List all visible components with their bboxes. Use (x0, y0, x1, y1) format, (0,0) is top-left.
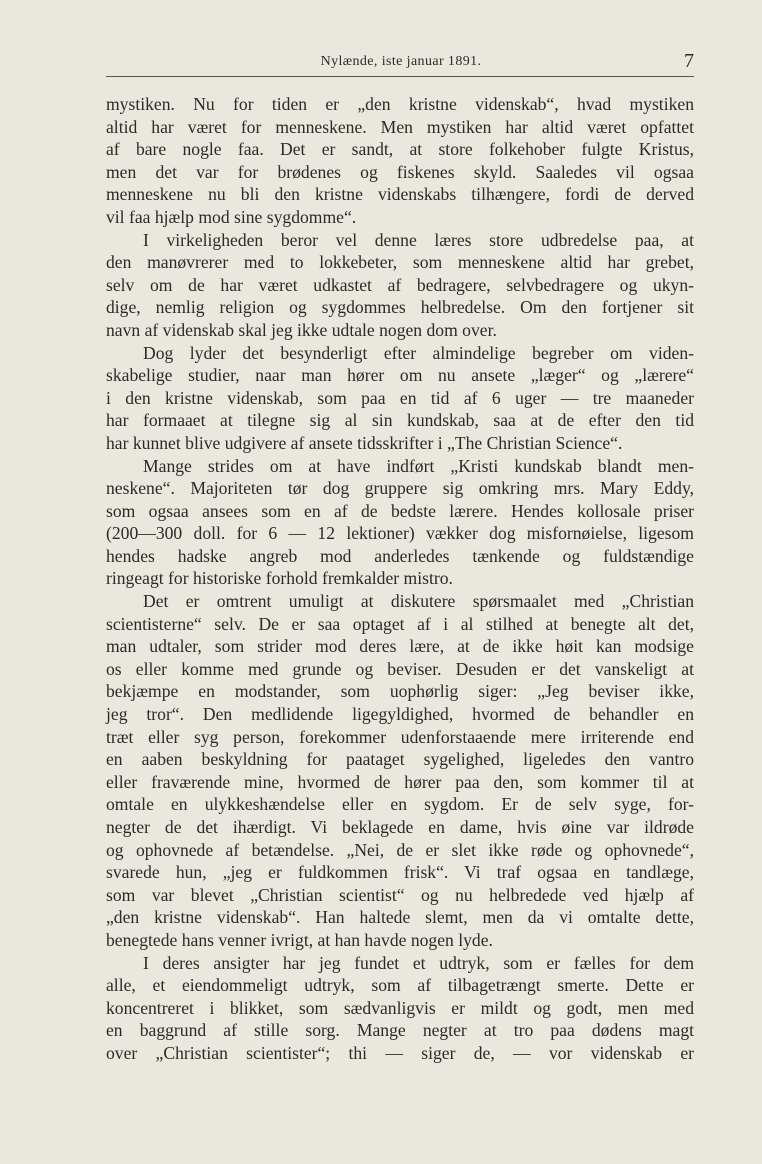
running-title: Nylænde, iste januar 1891. (320, 54, 482, 69)
text-line: jeg tror“. Den medlidende ligegyldighed, hvormed de behandler en (106, 704, 694, 725)
header-rule (106, 76, 694, 77)
text-line: Det er omtrent umuligt at diskutere spørsmaalet med „Christian (143, 591, 694, 612)
text-line: eller fraværende mine, hvormed de hører paa den, som kommer til at (106, 771, 694, 792)
text-line: over „Christian scientister“; thi — siger de, — vor videnskab er (106, 1042, 694, 1063)
page-number: 7 (684, 50, 694, 72)
text-line: (200—300 doll. for 6 — 12 lektioner) vækker dog misfornøielse, ligesom (106, 523, 694, 544)
text-line: Mange strides om at have indført „Kristi kundskab blandt men- (143, 455, 694, 476)
text-line: dige, nemlig religion og sygdommes helbredelse. Om den fortjener sit (106, 297, 694, 318)
text-line: os eller komme med grunde og beviser. Desuden er det vanskeligt at (106, 658, 694, 679)
text-line: den manøvrerer med to lokkebeter, som menneskene altid har grebet, (106, 252, 694, 273)
text-line: en aaben beskyldning for paataget sygelighed, ligeledes den vantro (106, 749, 694, 770)
text-line: Dog lyder det besynderligt efter almindelige begreber om viden- (143, 342, 694, 363)
text-line: som var blevet „Christian scientist“ og nu helbredede ved hjælp af (106, 884, 694, 905)
text-line: selv om de har været udkastet af bedragere, selvbedragere og ukyn- (106, 274, 694, 295)
text-line: træt eller syg person, forekommer udenforstaaende mere irriterende end (106, 726, 694, 747)
text-line: scientisterne“ selv. De er saa optaget af i al stilhed at benegte alt det, (106, 613, 694, 634)
text-line: vil faa hjælp mod sine sygdomme“. (106, 206, 357, 227)
text-line: menneskene nu bli den kristne videnskabs tilhængere, fordi de derved (106, 184, 694, 205)
text-line: af bare nogle faa. Det er sandt, at store folkehober fulgte Kristus, (106, 139, 694, 160)
text-line: omtale en ulykkeshændelse eller en sygdom. Er de selv syge, for- (106, 794, 694, 815)
text-line: hendes hadske angreb mod anderledes tænkende og fuldstændige (106, 545, 694, 566)
text-line: I virkeligheden beror vel denne læres store udbredelse paa, at (143, 229, 694, 250)
text-line: koncentreret i blikket, som sædvanligvis er mildt og godt, men med (106, 997, 694, 1018)
text-line: men det var for brødenes og fiskenes skyld. Saaledes vil ogsaa (106, 161, 694, 182)
text-line: bekjæmpe en modstander, som uophørlig siger: „Jeg beviser ikke, (106, 681, 694, 702)
text-line: en baggrund af stille sorg. Mange negter at tro paa dødens magt (106, 1020, 694, 1041)
text-line: navn af videnskab skal jeg ikke udtale nogen dom over. (106, 319, 497, 340)
text-line: i den kristne videnskab, som paa en tid af 6 uger — tre maaneder (106, 387, 694, 408)
text-line: I deres ansigter har jeg fundet et udtryk, som er fælles for dem (143, 952, 694, 973)
text-line: som ogsaa ansees som en af de bedste lærere. Hendes kollosale priser (106, 500, 694, 521)
text-line: alle, et eiendommeligt udtryk, som af tilbagetrængt smerte. Dette er (106, 975, 694, 996)
text-line: man udtaler, som strider mod deres lære, at de ikke høit kan modsige (106, 636, 694, 657)
text-line: neskene“. Majoriteten tør dog gruppere sig omkring mrs. Mary Eddy, (106, 478, 694, 499)
text-line: mystiken. Nu for tiden er „den kristne videnskab“, hvad mystiken (106, 94, 694, 114)
text-line: skabelige studier, naar man hører om nu ansete „læger“ og „lærere“ (106, 365, 694, 386)
text-line: og ophovnede af betændelse. „Nei, de er slet ikke røde og ophovnede“, (106, 839, 694, 860)
text-line: svarede hun, „jeg er fuldkommen frisk“. Vi traf ogsaa en tandlæge, (106, 862, 694, 883)
text-line: „den kristne videnskab“. Han haltede slemt, men da vi omtalte dette, (106, 907, 694, 928)
text-line: benegtede hans venner ivrigt, at han havde nogen lyde. (106, 929, 493, 950)
text-line: ringeagt for historiske forhold fremkalder mistro. (106, 568, 453, 589)
text-line: altid har været for menneskene. Men mystiken har altid været opfattet (106, 116, 694, 137)
body-text (106, 93, 694, 1065)
text-line: negter de det ihærdigt. Vi beklagede en dame, hvis øine var ildrøde (106, 817, 694, 837)
text-line: har formaaet at tilegne sig al sin kundskab, saa at de efter den tid (106, 410, 694, 431)
text-line: har kunnet blive udgivere af ansete tidsskrifter i „The Christian Science“. (106, 432, 623, 453)
